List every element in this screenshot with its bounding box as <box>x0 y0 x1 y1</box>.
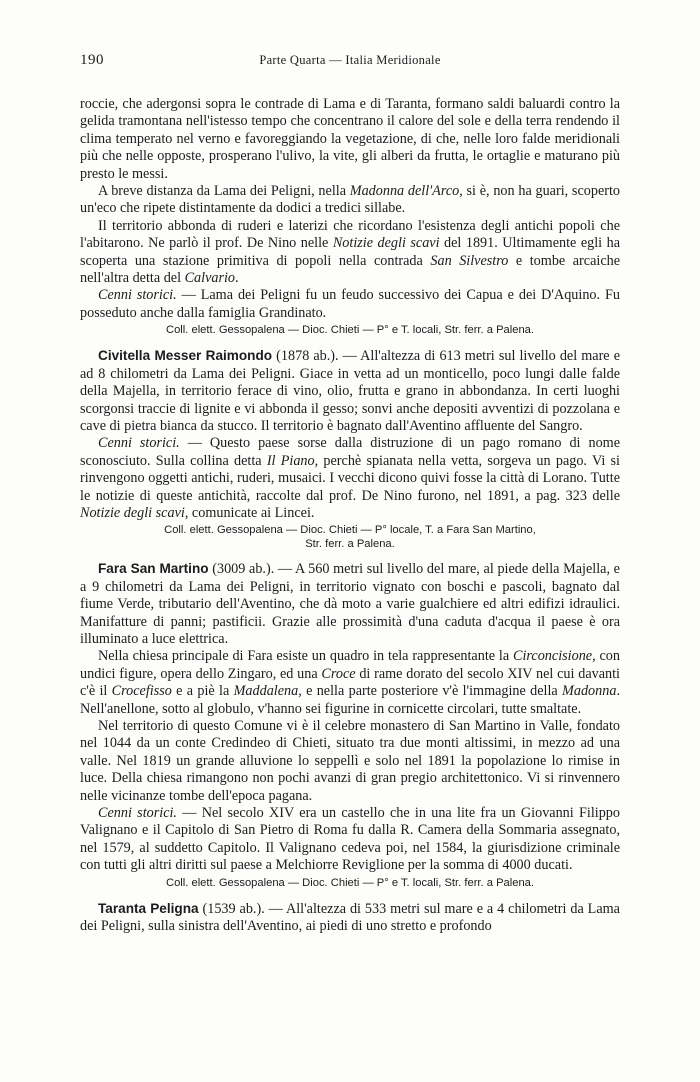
italic-place-name: San Silvestro <box>430 252 509 269</box>
italic-artwork: Croce <box>321 665 356 682</box>
text-run: , comunicate ai Lincei. <box>184 504 315 521</box>
cenni-storici-label: Cenni storici. <box>98 287 177 304</box>
collegio-info-civitella <box>80 523 620 551</box>
text-run: di rame dorato del secolo XIV nel cui davanti c'è il <box>80 665 620 700</box>
running-header <box>80 52 620 72</box>
italic-place-name: Calvario <box>184 270 236 287</box>
paragraph-cenni-storici-lama <box>80 287 620 322</box>
text-run: . <box>235 270 239 287</box>
italic-place-name: Il Piano <box>266 452 315 469</box>
italic-artwork: Madonna <box>562 683 617 700</box>
text-run: — Questo paese sorse dalla distruzione di un pago romano di nome sconosciuto. Sulla collina detta <box>80 435 620 469</box>
italic-publication: Notizie degli scavi <box>332 235 440 252</box>
text-run: Nella chiesa principale di Fara esiste un quadro in tela rappresentante la <box>98 648 514 665</box>
text-run: , con undici figure, opera dello Zingaro, ed una <box>80 648 620 682</box>
italic-place-name: Madonna dell'Arco <box>349 183 460 200</box>
paragraph-mountains-climate: roccie, che adergonsi sopra le contrade di Lama e di Taranta, formano saldi baluardi contro la gelida tramontana nell'istesso tempo che concentrano il calore del sole e della terra rendendo il clima temperato nel verno e favoreggiando la vegetazione, di che, nelle loro falde meridionali più che nelle opposte, prosperano l'ulivo, la vite, gli alberi da frutta, le ortaglie e maturano più presto le messi. <box>80 96 620 182</box>
collegio-line: Str. ferr. a Palena. <box>305 538 395 551</box>
text-run: — Nel secolo XIV era un castello che in una lite fra un Giovanni Filippo Valignano e il Capitolo di San Pietro di Roma fu dalla R. Camera della Sommaria assegnato, nel 1579, al suddetto Capitolo. Il Valignano cedeva poi, nel 1584, la giurisdizione criminale con tutti gli altri diritti sul paese a Melchiorre Reviglione per la somma di 4000 ducati. <box>80 805 620 874</box>
paragraph-ruins <box>80 218 620 288</box>
text-run: , si è, non ha guari, scoperto un'eco che ripete distintamente da dodici a tredici sillabe. <box>80 183 620 217</box>
text-run: e a piè la <box>171 683 234 700</box>
place-heading-civitella: Civitella Messer Raimondo <box>98 348 273 364</box>
entry-civitella <box>80 347 620 435</box>
collegio-line: Coll. elett. Gessopalena — Dioc. Chieti — P° locale, T. a Fara San Martino, <box>164 524 536 537</box>
italic-artwork: Maddalena <box>233 683 299 700</box>
text-run: del 1891. Ultimamente egli ha scoperta una stazione primitiva di popoli nella contrada <box>80 235 620 269</box>
body-text <box>80 96 620 935</box>
paragraph-cenni-storici-civitella <box>80 435 620 522</box>
italic-artwork: Crocefisso <box>111 683 172 700</box>
collegio-info-lama: Coll. elett. Gessopalena — Dioc. Chieti — P° e T. locali, Str. ferr. a Palena. <box>165 324 535 337</box>
italic-publication: Notizie degli scavi <box>80 504 185 521</box>
text-run: (1539 ab.). — All'altezza di 533 metri sul mare e a 4 chilometri da Lama dei Peligni, sulla sinistra dell'Aventino, ai piedi di uno stretto e profondo <box>80 900 620 935</box>
text-run: (3009 ab.). — A 560 metri sul livello del mare, al piede della Majella, e a 9 chilometri da Lama dei Peligni, in territorio vignato con boschi e pascoli, bagnato dal fiume Verde, tributario dell'Aventino, che dà moto a varie gualchiere ed altri edifizi idraulici. Manifatture di panni; pastificii. Grazie alle prossimità d'una caduta d'acqua il paese è ora illuminato a luce elettrica. <box>80 561 620 647</box>
paragraph-cenni-storici-fara <box>80 805 620 875</box>
paragraph-echo <box>80 183 620 218</box>
paragraph-fara-church <box>80 648 620 718</box>
text-run: . Nell'anellone, sotto al globulo, v'hanno sei figurine in cornicette circolari, tutte smaltate. <box>80 683 620 717</box>
entry-taranta <box>80 900 620 936</box>
italic-artwork: Circoncisione <box>513 648 593 665</box>
cenni-storici-label: Cenni storici. <box>98 435 180 452</box>
text-run: A breve distanza da Lama dei Peligni, nella <box>98 183 350 200</box>
text-run: — Lama dei Peligni fu un feudo successivo dei Capua e dei D'Aquino. Fu posseduto anche dalla famiglia Grandinato. <box>80 287 620 321</box>
page-number: 190 <box>80 52 104 68</box>
text-run: Il territorio abbonda di ruderi e laterizi che ricordano l'esistenza degli antichi popoli che l'abitarono. Ne parlò il prof. De Nino nelle <box>80 217 620 252</box>
entry-fara <box>80 560 620 648</box>
text-run: , perchè spianata nella vetta, sorgeva un pago. Vi si rinvengono oggetti antichi, ruderi, musaici. I vecchi dicono quivi fosse la città di Lorano. Tutte le notizie di queste antichità, raccolte dal prof. De Nino furono, nel 1891, a pag. 323 delle <box>80 452 620 504</box>
text-run: e tombe arcaiche nell'altra detta del <box>80 252 621 287</box>
paragraph-monastery: Nel territorio di questo Comune vi è il celebre monastero di San Martino in Valle, fondato nel 1044 da un conte Credindeo di Chieti, situato tra due monti altissimi, in mezzo ad una valle. Nel 1819 un grande alluvione lo seppellì e solo nel 1891 la popolazione lo rimise in luce. Della chiesa rimangono non pochi avanzi di gran pregio architettonico. Vi si rinvennero nelle vicinanze tombe dell'epoca pagana. <box>80 718 620 804</box>
collegio-info-fara: Coll. elett. Gessopalena — Dioc. Chieti — P° e T. locali, Str. ferr. a Palena. <box>165 876 535 889</box>
text-run: , e nella parte posteriore v'è l'immagine della <box>298 683 563 700</box>
text-run: (1878 ab.). — All'altezza di 613 metri sul livello del mare e ad 8 chilometri da Lama dei Peligni. Giace in vetta ad un monticello, poco lungi dalle falde della Majella, in territorio ferace di vino, olio, frutta e grano in abbondanza. In certi luoghi scorgonsi traccie di lignite e vi abbonda il gesso; sonvi anche depositi avventizi di pozzolana e cave di pietra bianca da stucco. Il territorio è bagnato dall'Aventino affluente del Sangro. <box>80 348 620 434</box>
running-title: Parte Quarta — Italia Meridionale <box>259 53 441 67</box>
place-heading-fara: Fara San Martino <box>98 561 209 577</box>
place-heading-taranta: Taranta Peligna <box>98 900 199 916</box>
cenni-storici-label: Cenni storici. <box>98 805 177 822</box>
